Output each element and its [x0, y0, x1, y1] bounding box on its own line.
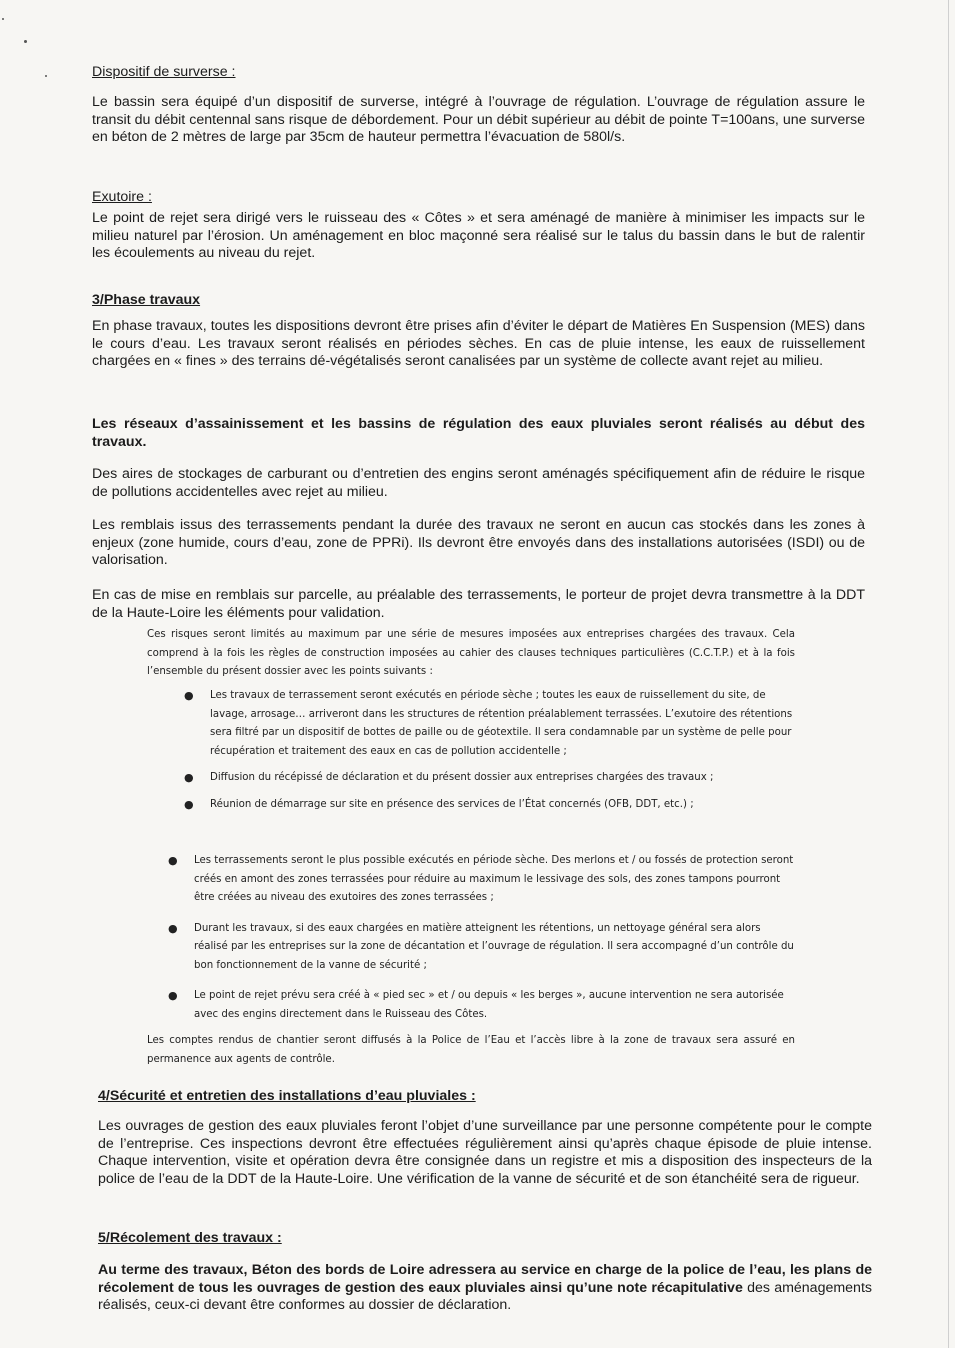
bullet-icon: ● [184, 689, 194, 702]
bullet-icon: ● [184, 797, 194, 811]
paragraph-remblais: Les remblais issus des terrassements pendant la durée des travaux ne seront en aucun cas stockés dans les zones à enjeux (zone humide, cours d’eau, zone de PPRi). Ils devront être envoyés dans des installations autorisées (ISDI) ou de valorisation. [92, 517, 865, 568]
bullet-list-a [184, 687, 795, 814]
heading-recolement: 5/Récolement des travaux : [98, 1230, 282, 1246]
scan-speck [24, 40, 27, 43]
scan-speck [45, 75, 47, 77]
recolement-rest-text: des aménagements réalisés, ceux-ci devant être conformes au dossier de déclaration. [98, 1279, 872, 1313]
paragraph-surverse: Le bassin sera équipé d’un dispositif de surverse, intégré à l’ouvrage de régulation. L’ouvrage de régulation assure le transit du débit centennal sans risque de débordement. Pour un débit supérieur au débit de pointe T=100ans, une surverse en béton de 2 mètres de large par 35cm de hauteur permettra l’évacuation de 580l/s. [92, 94, 865, 145]
heading-securite-entretien: 4/Sécurité et entretien des installations d’eau pluviales : [98, 1088, 476, 1104]
list-item-text: Diffusion du récépissé de déclaration et du présent dossier aux entreprises chargées des travaux ; [210, 772, 714, 783]
list-item-text: Réunion de démarrage sur site en présence des services de l’État concernés (OFB, DDT, etc.) ; [210, 798, 694, 810]
recolement-bold-text: Au terme des travaux, Béton des bords de Loire adressera au service en charge de la police de l’eau, les plans de récolement de tous les ouvrages de gestion des eaux pluviales ainsi qu’une note récapitulative [98, 1262, 872, 1296]
list-item [184, 687, 795, 761]
paragraph-recolement [98, 1262, 872, 1315]
list-item [184, 796, 795, 815]
paragraph-securite-entretien: Les ouvrages de gestion des eaux pluviales feront l’objet d’une surveillance par une personne compétente pour le compte de l’entreprise. Ces inspections devront être effectuées régulièrement ainsi qu’après chaque épisode de pluie intense. Chaque intervention, visite et opération devra être consignée dans un registre et mis a disposition des inspecteurs de la police de l’eau de la DDT de la Haute-Loire. Une vérification de la vanne de sécurité et de son étanchéité sera de rigueur. [98, 1118, 872, 1187]
heading-exutoire: Exutoire : [92, 189, 152, 205]
scan-edge [948, 0, 949, 1348]
list-item [168, 852, 796, 908]
bullet-list-b [168, 852, 796, 1024]
paragraph-aires-stockage: Des aires de stockages de carburant ou d’entretien des engins seront aménagés spécifiquement afin de réduire le risque de pollutions accidentelles avec rejet au milieu. [92, 466, 865, 500]
list-item-text: Durant les travaux, si des eaux chargées en matière atteignent les rétentions, un nettoyage général sera alors réalisé par les entreprises sur la zone de décantation et l’ouvrage de régulation. Il sera accompagné d’un contrôle du bon fonctionnement de la vanne de sécurité ; [194, 922, 794, 971]
list-item-text: Les travaux de terrassement seront exécutés en période sèche ; toutes les eaux de ruissellement du site, de lavage, arrosage… arriveront dans les structures de rétention préalablement terrassées. L’exutoire des rétentions sera filtré par un dispositif de bottes de paille ou de géotextile. Il sera condamnable par un système de pelle pour récupération et traitement des eaux en cas de pollution accidentelle ; [210, 690, 793, 757]
paragraph-exutoire: Le point de rejet sera dirigé vers le ruisseau des « Côtes » et sera aménagé de manière à minimiser les impacts sur le milieu naturel par l’érosion. Un aménagement en bloc maçonné sera réalisé sur le talus du bassin dans le but de ralentir les écoulements au niveau du rejet. [92, 210, 865, 261]
paragraph-mise-en-remblais: En cas de mise en remblais sur parcelle, au préalable des terrassements, le porteur de projet devra transmettre à la DDT de la Haute-Loire les éléments pour validation. [92, 587, 865, 621]
bullet-icon: ● [168, 989, 178, 1002]
list-item [168, 987, 796, 1024]
paragraph-phase-travaux-1: En phase travaux, toutes les dispositions devront être prises afin d’éviter le départ de Matières En Suspension (MES) dans le cours d’eau. Les travaux seront réalisés en périodes sèches. En cas de pluie intense, les eaux de ruissellement chargées en « fines » des terrains dé-végétalisés seront canalisées par un système de collecte avant rejet au milieu. [92, 318, 865, 369]
bullet-icon: ● [184, 771, 194, 784]
bullet-icon: ● [168, 921, 178, 935]
paragraph-mesures-intro: Ces risques seront limités au maximum par une série de mesures imposées aux entreprises chargées des travaux. Cela comprend à la fois les règles de construction imposées au cahier des clauses techniques particulières (C.C.T.P.) et à la fois l’ensemble du présent dossier avec les points suivants : [147, 629, 795, 677]
list-item [168, 920, 796, 976]
list-item-text: Les terrassements seront le plus possible exécutés en période sèche. Des merlons et / ou fossés de protection seront créés en amont des zones terrassées pour réduire au maximum le lessivage des sols, des zones tampons pourront être créées au niveau des exutoires des zones terrassées ; [194, 855, 794, 903]
heading-surverse: Dispositif de surverse : [92, 64, 236, 80]
list-item [184, 769, 795, 788]
paragraph-phase-travaux-bold: Les réseaux d’assainissement et les bassins de régulation des eaux pluviales seront réalisés au début des travaux. [92, 416, 865, 450]
paragraph-comptes-rendus: Les comptes rendus de chantier seront diffusés à la Police de l’Eau et l’accès libre à la zone de travaux sera assuré en permanence aux agents de contrôle. [147, 1035, 795, 1065]
list-item-text: Le point de rejet prévu sera créé à « pied sec » et / ou depuis « les berges », aucune intervention ne sera autorisée avec des engins directement dans le Ruisseau des Côtes. [194, 990, 784, 1020]
heading-phase-travaux: 3/Phase travaux [92, 292, 201, 308]
bullet-icon: ● [168, 854, 178, 867]
scan-speck [2, 18, 4, 20]
